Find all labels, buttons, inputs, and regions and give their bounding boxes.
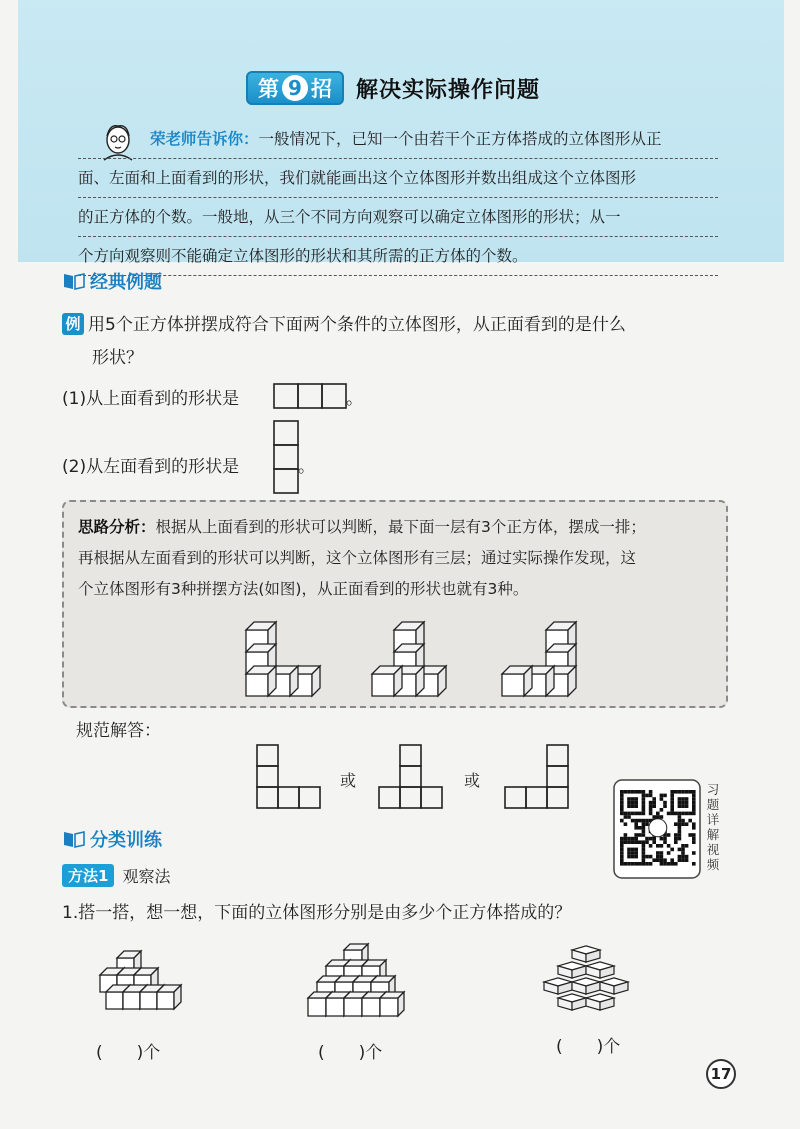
method-name: 观察法 <box>122 867 171 886</box>
question-figure-3 <box>538 930 638 1020</box>
answer-blank-3[interactable]: ( )个 <box>556 1037 621 1057</box>
tip-line: 面、左面和上面看到的形状，我们就能画出这个立体图形并数出组成这个立体图形 <box>78 159 718 198</box>
book-icon <box>62 271 86 291</box>
answer-blank-2[interactable]: ( )个 <box>318 1043 383 1063</box>
tip-text: 一般情况下，已知一个由若干个正方体搭成的立体图形从正 <box>258 130 662 148</box>
lesson-number-badge <box>246 71 344 105</box>
qr-caption-char: 习 <box>706 782 720 797</box>
badge-prefix: 第 <box>258 77 279 101</box>
method-label <box>62 864 170 887</box>
example-question-line1 <box>62 310 626 335</box>
front-view-answer-2 <box>378 744 448 812</box>
front-view-answer-1 <box>256 744 326 812</box>
qr-caption-char: 详 <box>706 812 720 827</box>
top-view-figure <box>273 383 353 409</box>
qr-caption-char: 题 <box>706 797 720 812</box>
page-number: 17 <box>706 1059 736 1089</box>
condition-1 <box>62 384 239 409</box>
badge-number: 9 <box>282 75 308 101</box>
training-section-header <box>62 826 162 852</box>
condition-2-end: 。 <box>298 457 315 477</box>
arrangement-figure-3 <box>498 622 598 702</box>
tip-line: 的正方体的个数。一般地，从三个不同方向观察可以确定立体图形的形状；从一 <box>78 198 718 237</box>
condition-2 <box>62 452 239 477</box>
qr-caption-char: 视 <box>706 842 720 857</box>
condition-label: (1)从上面看到的形状是 <box>62 389 240 409</box>
arrangement-figure-1 <box>242 622 342 702</box>
method-badge: 方法1 <box>62 864 114 887</box>
question-1-text: 1.搭一搭，想一想，下面的立体图形分别是由多少个正方体搭成的？ <box>62 903 572 923</box>
front-view-answer-3 <box>504 744 574 812</box>
arrangement-figure-2 <box>368 622 468 702</box>
lesson-title: 解决实际操作问题 <box>356 77 541 103</box>
analysis-text-line: 根据从上面看到的形状可以判断，最下面一层有3个正方体，摆成一排； <box>155 518 646 536</box>
qr-caption <box>700 782 726 872</box>
analysis-line <box>78 512 718 543</box>
example-section-header <box>62 268 162 294</box>
tip-line <box>78 120 718 159</box>
solution-label: 规范解答： <box>76 721 161 741</box>
qr-caption-char: 频 <box>706 857 720 872</box>
teacher-tip <box>78 120 718 276</box>
badge-suffix: 招 <box>311 77 332 101</box>
answer-blank-1[interactable]: ( )个 <box>96 1043 161 1063</box>
condition-1-end: 。 <box>346 389 363 409</box>
section-title: 经典例题 <box>90 272 162 293</box>
example-question-line2: 形状？ <box>92 348 143 368</box>
qr-code-icon[interactable] <box>614 780 700 878</box>
qr-caption-char: 解 <box>706 827 720 842</box>
section-title: 分类训练 <box>90 830 162 851</box>
example-badge: 例 <box>62 313 84 335</box>
lesson-title-row <box>246 68 540 108</box>
question-figure-1 <box>96 932 216 1012</box>
question-text: 用5个正方体拼摆成符合下面两个条件的立体图形，从正面看到的是什么 <box>88 315 626 335</box>
analysis-line: 再根据从左面看到的形状可以判断，这个立体图形有三层；通过实际操作发现，这 <box>78 549 637 567</box>
tip-line: 个方向观察则不能确定立体图形的形状和其所需的正方体的个数。 <box>78 237 718 276</box>
or-text-2: 或 <box>464 771 481 790</box>
or-text-1: 或 <box>340 771 357 790</box>
condition-label: (2)从左面看到的形状是 <box>62 457 240 477</box>
book-icon <box>62 829 86 849</box>
tip-heading: 荣老师告诉你： <box>150 130 259 148</box>
left-view-figure <box>273 420 301 500</box>
analysis-text <box>78 512 718 605</box>
analysis-line: 个立体图形有3种拼摆方法(如图)，从正面看到的形状也就有3种。 <box>78 580 529 598</box>
analysis-heading: 思路分析： <box>78 518 156 536</box>
question-figure-2 <box>304 930 424 1020</box>
